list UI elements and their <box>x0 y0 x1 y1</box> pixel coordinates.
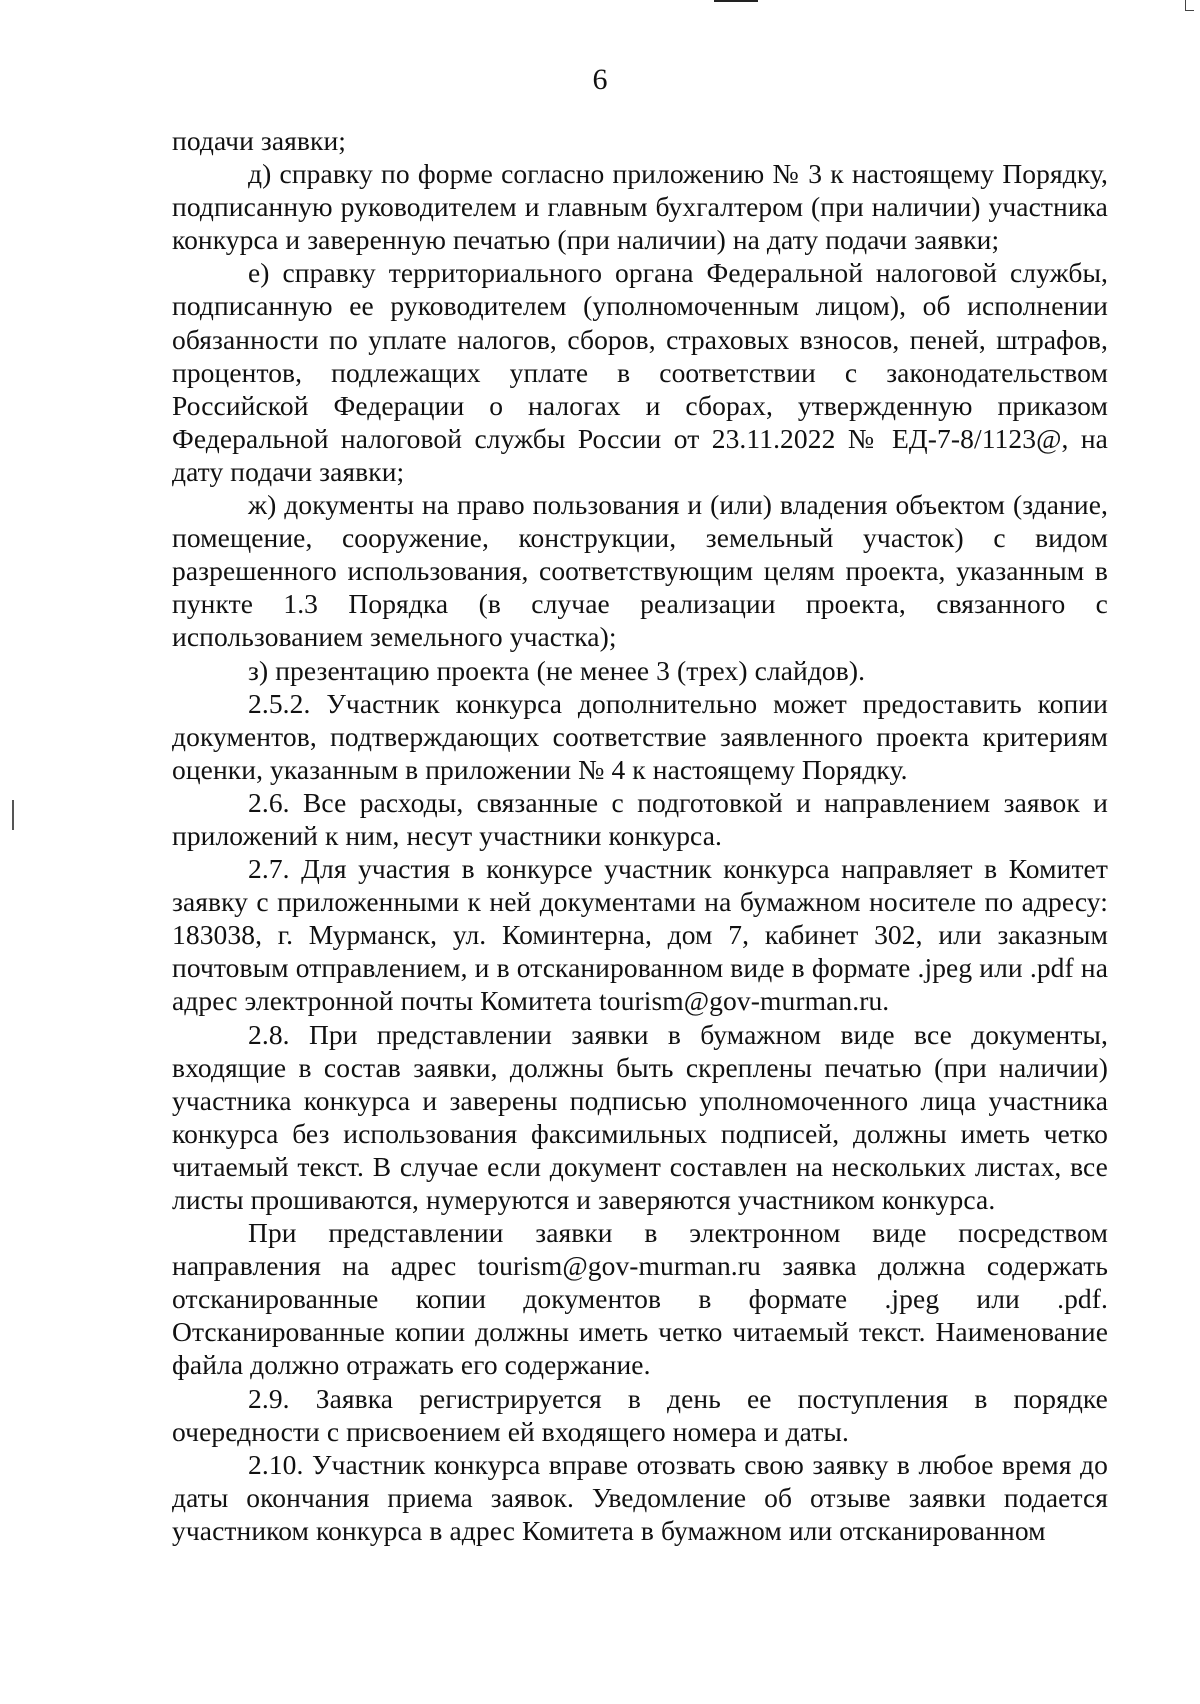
paragraph-2-9: 2.9. Заявка регистрируется в день ее поступления в порядке очередности с присвоением ей входящего номера и даты. <box>172 1382 1108 1447</box>
paragraph-item-z: з) презентацию проекта (не менее 3 (трех) слайдов). <box>248 654 866 686</box>
page-number: 6 <box>592 63 608 96</box>
paragraph-2-8: 2.8. При представлении заявки в бумажном виде все документы, входящие в состав заявки, должны быть скреплены печатью (при наличии) участника конкурса и заверены подписью уполномоченного лица участника конкурса без использования факсимильных подписей, должны иметь четко читаемый текст. В случае если документ составлен на нескольких листах, все листы прошиваются, нумеруются и заверяются участником конкурса. <box>172 1018 1108 1215</box>
paragraph-item-d: д) справку по форме согласно приложению № 3 к настоящему Порядку, подписанную руководителем и главным бухгалтером (при наличии) участника конкурса и заверенную печатью (при наличии) на дату подачи заявки; <box>172 158 1108 256</box>
paragraph-2-5-2: 2.5.2. Участник конкурса дополнительно может предоставить копии документов, подтверждающих соответствие заявленного проекта критериям оценки, указанным в приложении № 4 к настоящему Порядку. <box>172 687 1108 785</box>
scan-artifact-left <box>12 800 14 830</box>
paragraph-electronic-submission: При представлении заявки в электронном виде посредством направления на адрес tourism@gov-murman.ru заявка должна содержать отсканированные копии документов в формате .jpeg или .pdf. Отсканированные копии должны иметь четко читаемый текст. Наименование файла должно отражать его содержание. <box>172 1217 1108 1381</box>
paragraph-continuation: подачи заявки; <box>172 125 347 156</box>
paragraph-2-6: 2.6. Все расходы, связанные с подготовкой и направлением заявок и приложений к ним, несут участники конкурса. <box>172 786 1108 851</box>
paragraph-2-10: 2.10. Участник конкурса вправе отозвать свою заявку в любое время до даты окончания приема заявок. Уведомление об отзыве заявки подается участником конкурса в адрес Комитета в бумажном или отсканированном <box>172 1448 1108 1546</box>
paragraph-2-7: 2.7. Для участия в конкурсе участник конкурса направляет в Комитет заявку с приложенными к ней документами на бумажном носителе по адресу: 183038, г. Мурманск, ул. Коминтерна, дом 7, кабинет 302, или заказным почтовым отправлением, и в отсканированном виде в формате .jpeg или .pdf на адрес электронной почты Комитета tourism@gov-murman.ru. <box>172 853 1108 1017</box>
document-body <box>172 124 1108 1547</box>
scan-artifact-top <box>714 0 758 2</box>
paragraph-item-e: е) справку территориального органа Федеральной налоговой службы, подписанную ее руководителем (уполномоченным лицом), об исполнении обязанности по уплате налогов, сборов, страховых взносов, пеней, штрафов, процентов, подлежащих уплате в соответствии с законодательством Российской Федерации о налогах и сборах, утвержденную приказом Федеральной налоговой службы России от 23.11.2022 № ЕД-7-8/1123@, на дату подачи заявки; <box>172 257 1108 487</box>
scan-artifact-corner <box>1185 0 1194 11</box>
paragraph-item-zh: ж) документы на право пользования и (или) владения объектом (здание, помещение, сооружение, конструкции, земельный участок) с видом разрешенного использования, соответствующим целям проекта, указанным в пункте 1.3 Порядка (в случае реализации проекта, связанного с использованием земельного участка); <box>172 489 1108 653</box>
